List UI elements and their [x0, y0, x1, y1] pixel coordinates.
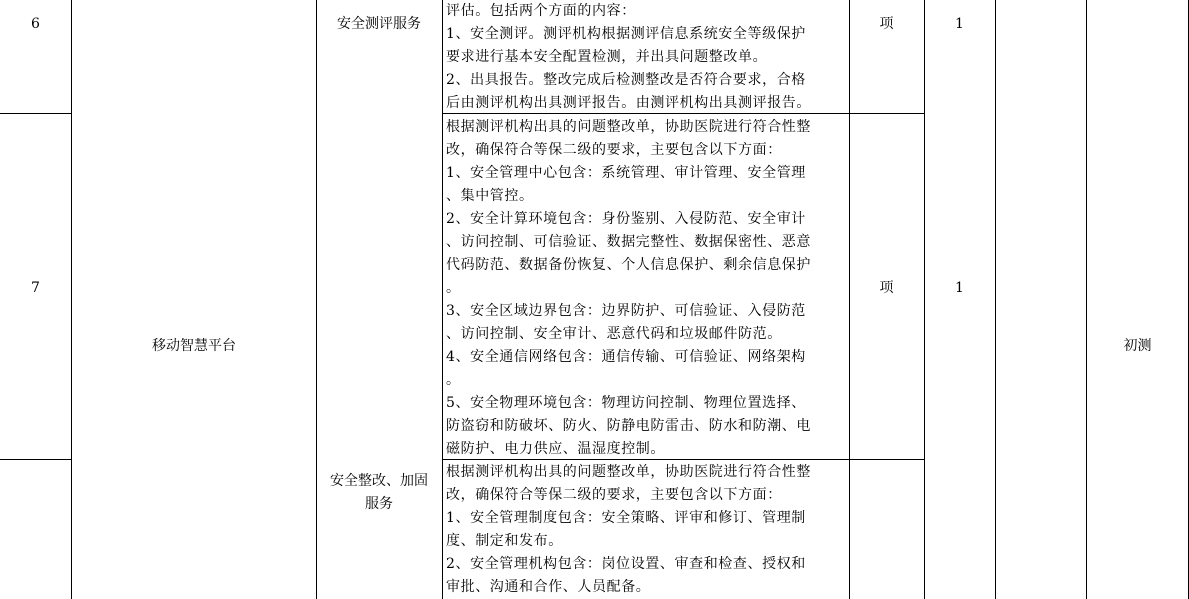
unit-cell: 项	[879, 16, 894, 32]
description-line: 。	[446, 280, 461, 296]
service-name	[316, 470, 442, 516]
service-name-line: 安全整改、加固	[330, 473, 428, 489]
description-line: 度、制定和发布。	[446, 533, 563, 549]
quantity-cell: 1	[955, 280, 964, 296]
description-line: 1、安全管理中心包含：系统管理、审计管理、安全管理	[446, 165, 806, 181]
description-line: 1、安全测评。测评机构根据测评信息系统安全等级保护	[446, 26, 806, 42]
description-line: 、访问控制、可信验证、数据完整性、数据保密性、恶意	[446, 234, 811, 250]
description-line: 、集中管控。	[446, 188, 534, 204]
description-line: 改，确保符合等保二级的要求，主要包含以下方面：	[446, 487, 782, 503]
row-number: 7	[31, 280, 40, 296]
description-line: 5、安全物理环境包含：物理访问控制、物理位置选择、	[446, 395, 806, 411]
description-line: 改，确保符合等保二级的要求，主要包含以下方面：	[446, 142, 782, 158]
description-line: 磁防护、电力供应、温湿度控制。	[446, 441, 665, 457]
grid-line	[995, 0, 996, 599]
description-line: 根据测评机构出具的问题整改单，协助医院进行符合性整	[446, 119, 811, 135]
description-line: 审批、沟通和合作、人员配备。	[446, 579, 651, 595]
grid-line	[442, 0, 443, 599]
description-line: 评估。包括两个方面的内容：	[446, 3, 636, 19]
row-divider	[0, 459, 71, 460]
description-line: 3、安全区域边界包含：边界防护、可信验证、入侵防范	[446, 303, 806, 319]
quantity-cell: 1	[955, 16, 964, 32]
description-line: 1、安全管理制度包含：安全策略、评审和修订、管理制	[446, 510, 806, 526]
description-line: 4、安全通信网络包含：通信传输、可信验证、网络架构	[446, 349, 806, 365]
description-line: 根据测评机构出具的问题整改单，协助医院进行符合性整	[446, 464, 811, 480]
description-line: 2、安全管理机构包含：岗位设置、审查和检查、授权和	[446, 556, 806, 572]
project-name: 移动智慧平台	[152, 338, 236, 354]
grid-line	[1086, 0, 1087, 599]
service-description	[446, 116, 848, 461]
description-line: 2、安全计算环境包含：身份鉴别、入侵防范、安全审计	[446, 211, 806, 227]
description-line: 、访问控制、安全审计、恶意代码和垃圾邮件防范。	[446, 326, 782, 342]
grid-line	[71, 0, 72, 599]
service-name-line: 服务	[365, 496, 393, 512]
description-line: 代码防范、数据备份恢复、个人信息保护、剩余信息保护	[446, 257, 811, 273]
unit-cell: 项	[879, 280, 894, 296]
service-description	[446, 461, 848, 599]
service-description	[446, 0, 848, 115]
description-line: 。	[446, 372, 461, 388]
description-line: 防盗窃和防破坏、防火、防静电防雷击、防水和防潮、电	[446, 418, 811, 434]
row-number: 6	[31, 16, 40, 32]
description-line: 后由测评机构出具测评报告。由测评机构出具测评报告。	[446, 95, 811, 111]
row-divider	[0, 113, 71, 114]
note-cell: 初测	[1123, 338, 1152, 354]
service-name: 安全测评服务	[337, 16, 421, 32]
description-line: 2、出具报告。整改完成后检测整改是否符合要求，合格	[446, 72, 806, 88]
description-line: 要求进行基本安全配置检测，并出具问题整改单。	[446, 49, 768, 65]
